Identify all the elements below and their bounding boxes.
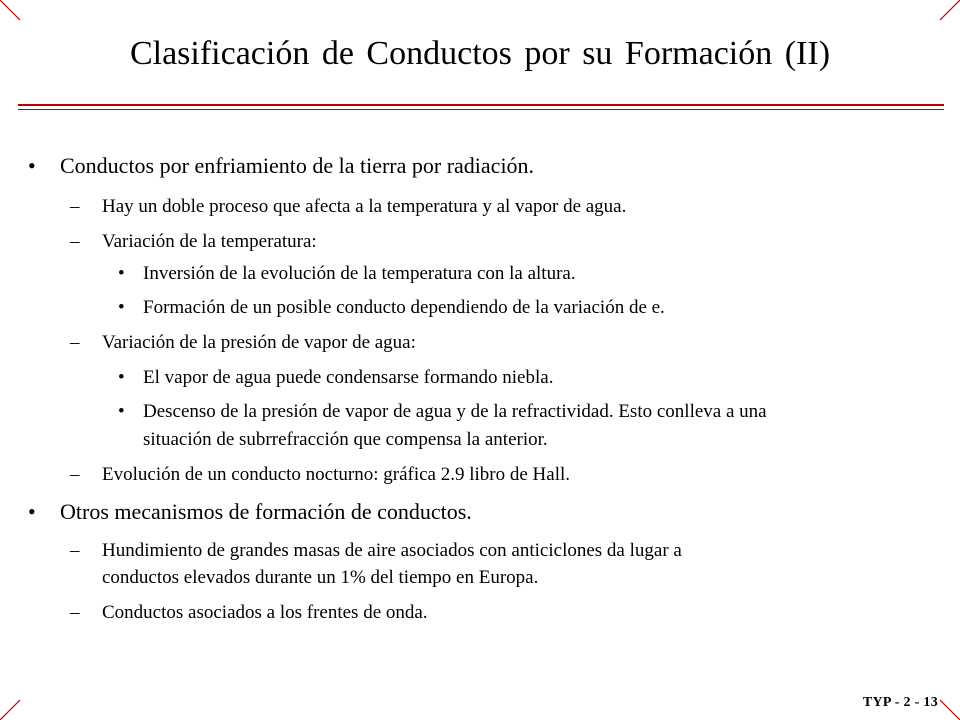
dash-marker: – <box>70 196 80 217</box>
dash-marker: – <box>70 464 80 485</box>
dash-marker: – <box>70 602 80 623</box>
bullet-2-text: Otros mecanismos de formación de conductos. <box>60 499 472 524</box>
title-rule-thick <box>18 104 944 106</box>
bullet-marker: • <box>28 499 36 524</box>
sub-1-2-1-text: Inversión de la evolución de la temperatura con la altura. <box>143 263 576 284</box>
sub-1-1-text: Hay un doble proceso que afecta a la temperatura y al vapor de agua. <box>102 196 627 217</box>
bullet-marker: • <box>118 367 125 388</box>
sub-1-3-2-text-cont: situación de subrrefracción que compensa la anterior. <box>143 429 548 450</box>
bullet-marker: • <box>118 263 125 284</box>
dash-marker: – <box>70 540 80 561</box>
bullet-1-text: Conductos por enfriamiento de la tierra por radiación. <box>60 153 535 178</box>
sub-2-1-text-cont: conductos elevados durante un 1% del tiempo en Europa. <box>102 567 539 588</box>
dash-marker: – <box>70 231 80 252</box>
sub-1-4-text: Evolución de un conducto nocturno: gráfica 2.9 libro de Hall. <box>102 464 571 485</box>
sub-1-3-text: Variación de la presión de vapor de agua: <box>102 332 416 353</box>
sub-2-2-text: Conductos asociados a los frentes de onda. <box>102 602 428 623</box>
sub-1-3-1-text: El vapor de agua puede condensarse formando niebla. <box>143 367 554 388</box>
bullet-marker: • <box>118 297 125 318</box>
dash-marker: – <box>70 332 80 353</box>
title-rule-thin <box>18 109 944 110</box>
slide-title: Clasificación de Conductos por su Formación (II) <box>129 35 831 72</box>
sub-1-3-2-text: Descenso de la presión de vapor de agua y de la refractividad. Esto conlleva a una <box>143 401 767 422</box>
sub-2-1-text: Hundimiento de grandes masas de aire asociados con anticiclones da lugar a <box>102 540 682 561</box>
slide-footer: TYP - 2 - 13 <box>862 695 938 710</box>
sub-1-2-text: Variación de la temperatura: <box>102 231 317 252</box>
bullet-marker: • <box>28 153 36 178</box>
sub-1-2-2-text: Formación de un posible conducto dependiendo de la variación de e. <box>143 297 665 318</box>
bullet-marker: • <box>118 401 125 422</box>
